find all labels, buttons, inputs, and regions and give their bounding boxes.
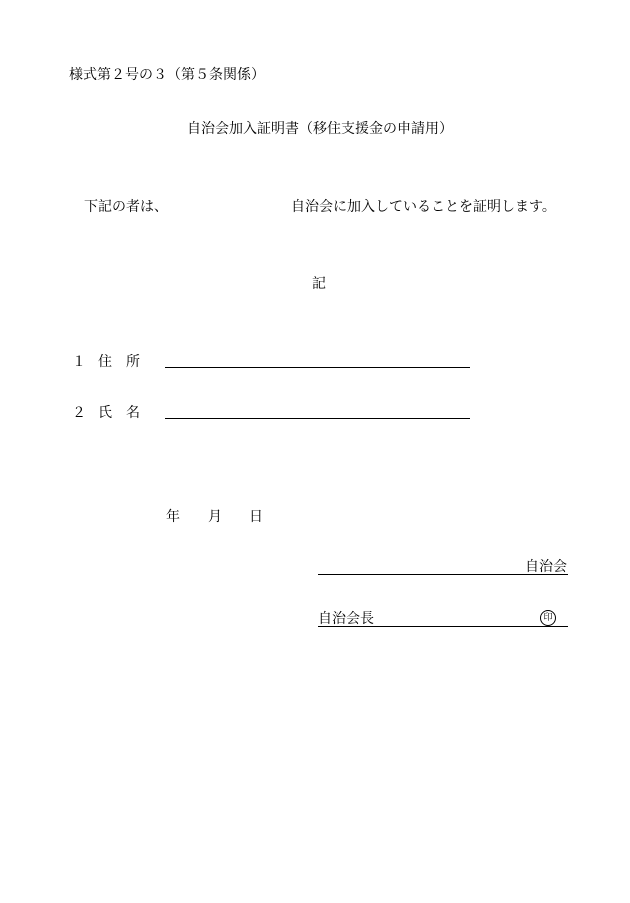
- address-label: 住所: [98, 354, 154, 370]
- address-row: [72, 355, 154, 369]
- association-label: 自治会: [525, 559, 567, 575]
- address-blank-line: [165, 367, 470, 368]
- form-number: 様式第２号の３（第５条関係）: [69, 67, 265, 83]
- address-number: １: [72, 354, 86, 370]
- name-label: 氏名: [98, 405, 154, 421]
- ki-heading: 記: [312, 276, 326, 292]
- statement-suffix: 自治会に加入していることを証明します。: [291, 199, 556, 215]
- document-title: 自治会加入証明書（移住支援金の申請用）: [187, 121, 453, 137]
- date-month-label: 月: [208, 509, 222, 525]
- name-number: ２: [72, 405, 86, 421]
- date-day-label: 日: [249, 509, 263, 525]
- name-blank-line: [165, 418, 470, 419]
- name-row: [72, 406, 154, 420]
- president-label: 自治会長: [318, 611, 374, 627]
- date-year-label: 年: [166, 509, 180, 525]
- statement-prefix: 下記の者は、: [84, 199, 168, 215]
- seal-icon: 印: [540, 610, 556, 626]
